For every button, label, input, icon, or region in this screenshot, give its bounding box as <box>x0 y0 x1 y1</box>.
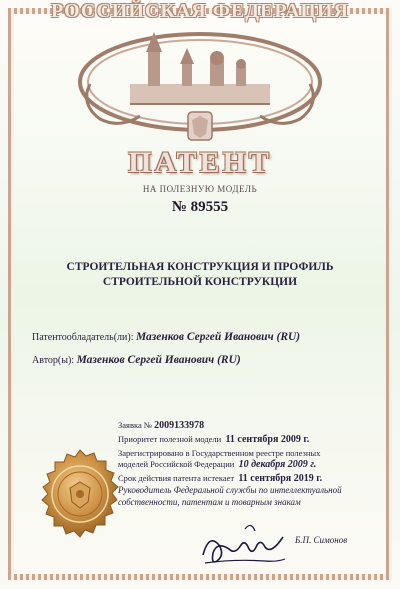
priority-line <box>118 434 309 445</box>
registered-date: 10 декабря 2009 г. <box>238 459 317 470</box>
signatory-name: Б.П. Симонов <box>295 535 348 545</box>
registered-line1: Зарегистрировано в Государственном реестре полезных <box>118 448 321 458</box>
invention-title-line1: СТРОИТЕЛЬНАЯ КОНСТРУКЦИЯ И ПРОФИЛЬ <box>66 261 334 273</box>
application-label: Заявка № <box>118 420 152 430</box>
kremlin-emblem-icon <box>70 24 330 152</box>
expiry-line <box>118 473 322 484</box>
country-title: РОССИЙСКАЯ ФЕДЕРАЦИЯ <box>50 0 349 22</box>
patent-number: № 89555 <box>171 199 229 215</box>
registered-label: моделей Российской Федерации <box>118 459 235 469</box>
patent-type: НА ПОЛЕЗНУЮ МОДЕЛЬ <box>142 184 258 194</box>
registered-line2 <box>118 459 316 470</box>
authority-line2: собственности, патентам и товарным знакам <box>118 497 301 507</box>
expiry-label: Срок действия патента истекает <box>118 473 235 483</box>
invention-title-line2: СТРОИТЕЛЬНОЙ КОНСТРУКЦИИ <box>102 276 298 288</box>
patent-heading: ПАТЕНТ <box>128 146 272 179</box>
application-number: 2009133978 <box>154 420 205 431</box>
authority-line1: Руководитель Федеральной службы по интеллектуальной <box>118 485 342 495</box>
author-value: Мазенков Сергей Иванович (RU) <box>76 354 241 366</box>
expiry-date: 11 сентября 2019 г. <box>238 473 323 484</box>
priority-label: Приоритет полезной модели <box>118 434 222 444</box>
signature-icon <box>195 515 290 570</box>
holder-value: Мазенков Сергей Иванович (RU) <box>135 331 301 343</box>
authority-footer <box>118 484 383 508</box>
application-line <box>118 420 204 431</box>
gold-seal-icon <box>30 448 130 548</box>
patent-author <box>32 354 241 366</box>
invention-title <box>50 260 350 290</box>
priority-date: 11 сентября 2009 г. <box>225 434 310 445</box>
holder-label: Патентообладатель(ли): <box>32 332 134 343</box>
author-label: Автор(ы): <box>32 355 75 366</box>
patent-holder <box>32 331 300 343</box>
